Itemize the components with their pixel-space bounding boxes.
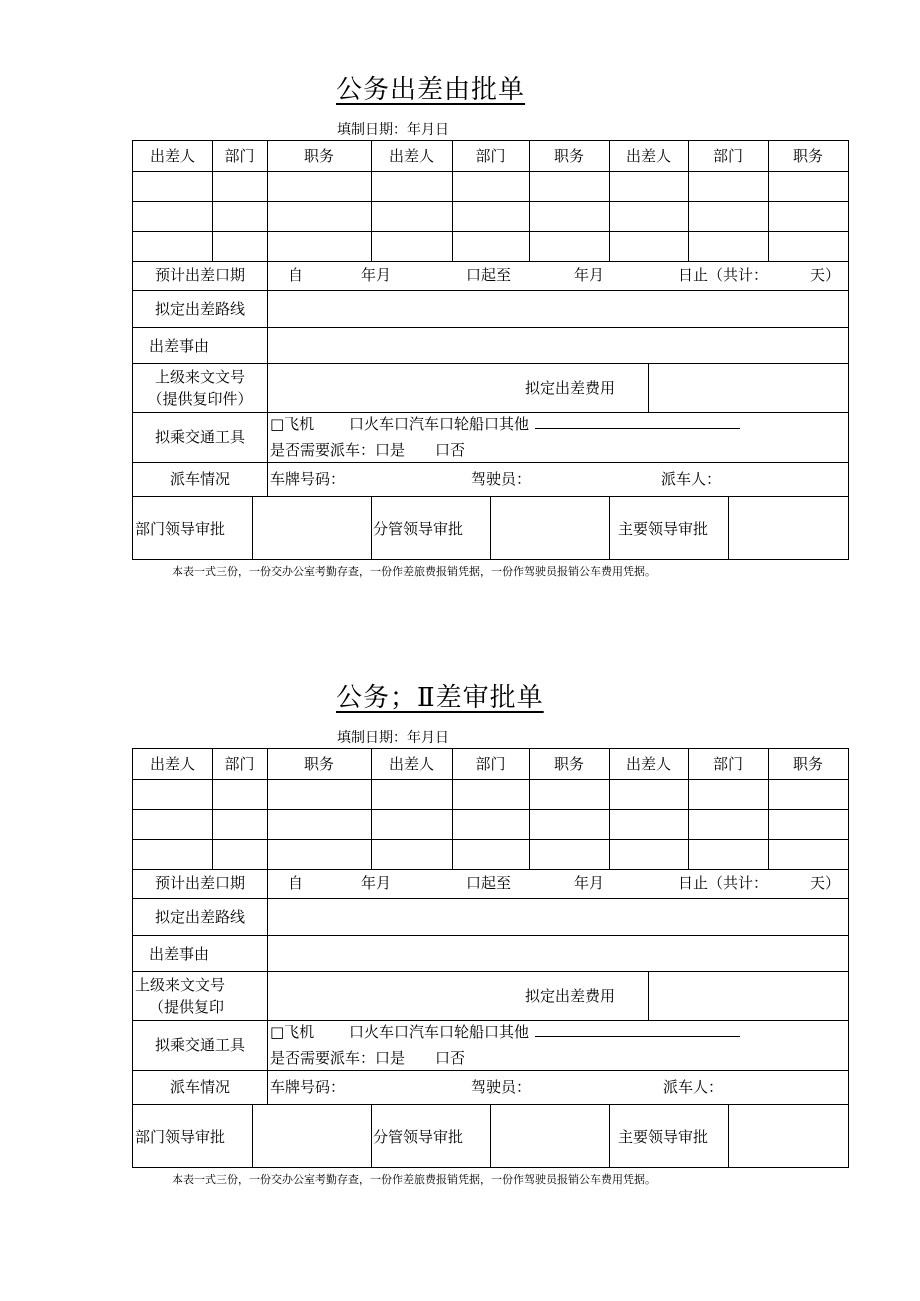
doc-label-note: （提供复印 xyxy=(149,998,225,1016)
date-start: 口起至 xyxy=(466,266,512,284)
form-table xyxy=(132,140,849,560)
date-ym2: 年月 xyxy=(574,266,605,284)
header-title: 职务 xyxy=(303,147,334,165)
cost-label: 拟定出差费用 xyxy=(525,379,616,397)
route-label: 拟定出差路线 xyxy=(154,300,245,318)
form-table xyxy=(132,748,849,1168)
date-start: 口起至 xyxy=(466,874,512,892)
transport-options: □飞机 口火车口汽车口轮船口其他 xyxy=(270,414,740,434)
chief-leader-approval: 主要领导审批 xyxy=(618,520,709,538)
date-days: 天） xyxy=(810,266,841,284)
transport-options: □飞机 口火车口汽车口轮船口其他 xyxy=(270,1022,740,1042)
plate-number: 车牌号码： xyxy=(270,1078,346,1096)
header-title: 职务 xyxy=(792,147,823,165)
fill-date: 填制日期：年月日 xyxy=(337,730,449,746)
doc-label-note: （提供复印件） xyxy=(147,390,253,408)
header-dept: 部门 xyxy=(224,147,255,165)
fill-date: 填制日期：年月日 xyxy=(337,122,449,138)
header-traveler: 出差人 xyxy=(625,755,671,773)
cost-label: 拟定出差费用 xyxy=(525,987,616,1005)
transport-label: 拟乘交通工具 xyxy=(154,1036,245,1054)
date-ym2: 年月 xyxy=(574,874,605,892)
form-note: 本表一式三份，一份交办公室考勤存查，一份作差旅费报销凭据，一份作驾驶员报销公车费用凭据。 xyxy=(172,1173,656,1186)
date-days: 天） xyxy=(810,874,841,892)
date-from: 自 xyxy=(288,266,304,284)
plate-number: 车牌号码： xyxy=(270,470,346,488)
branch-leader-approval: 分管领导审批 xyxy=(373,520,464,538)
header-title: 职务 xyxy=(792,755,823,773)
reason-label: 出差事由 xyxy=(149,945,210,963)
header-traveler: 出差人 xyxy=(388,147,434,165)
header-traveler: 出差人 xyxy=(149,755,195,773)
dispatch-label: 派车情况 xyxy=(169,1078,230,1096)
route-label: 拟定出差路线 xyxy=(154,908,245,926)
header-title: 职务 xyxy=(303,755,334,773)
dept-leader-approval: 部门领导审批 xyxy=(135,1128,226,1146)
date-ym1: 年月 xyxy=(361,266,392,284)
header-dept: 部门 xyxy=(475,755,506,773)
header-dept: 部门 xyxy=(712,755,743,773)
need-car: 是否需要派车：口是 口否 xyxy=(270,441,466,459)
chief-leader-approval: 主要领导审批 xyxy=(618,1128,709,1146)
header-dept: 部门 xyxy=(224,755,255,773)
header-traveler: 出差人 xyxy=(388,755,434,773)
header-traveler: 出差人 xyxy=(625,147,671,165)
header-title: 职务 xyxy=(553,147,584,165)
form-title: 公务；Ⅱ差审批单 xyxy=(336,683,544,713)
header-title: 职务 xyxy=(553,755,584,773)
date-ym1: 年月 xyxy=(361,874,392,892)
branch-leader-approval: 分管领导审批 xyxy=(373,1128,464,1146)
doc-label: 上级来文文号 xyxy=(135,976,226,994)
form-title: 公务出差由批单 xyxy=(336,75,526,105)
dept-leader-approval: 部门领导审批 xyxy=(135,520,226,538)
date-from: 自 xyxy=(288,874,304,892)
date-end: 日止（共计： xyxy=(678,266,769,284)
form-note: 本表一式三份，一份交办公室考勤存查，一份作差旅费报销凭据，一份作驾驶员报销公车费用凭据。 xyxy=(172,565,656,578)
dispatch-label: 派车情况 xyxy=(169,470,230,488)
header-dept: 部门 xyxy=(475,147,506,165)
need-car: 是否需要派车：口是 口否 xyxy=(270,1049,466,1067)
reason-label: 出差事由 xyxy=(149,337,210,355)
header-traveler: 出差人 xyxy=(149,147,195,165)
transport-label: 拟乘交通工具 xyxy=(154,428,245,446)
doc-label: 上级来文文号 xyxy=(154,368,245,386)
date-end: 日止（共计： xyxy=(678,874,769,892)
header-dept: 部门 xyxy=(712,147,743,165)
dispatcher: 派车人： xyxy=(663,1078,724,1096)
date-label: 预计出差口期 xyxy=(154,266,245,284)
date-label: 预计出差口期 xyxy=(154,874,245,892)
dispatcher: 派车人： xyxy=(661,470,722,488)
driver: 驾驶员： xyxy=(471,1078,532,1096)
driver: 驾驶员： xyxy=(471,470,532,488)
